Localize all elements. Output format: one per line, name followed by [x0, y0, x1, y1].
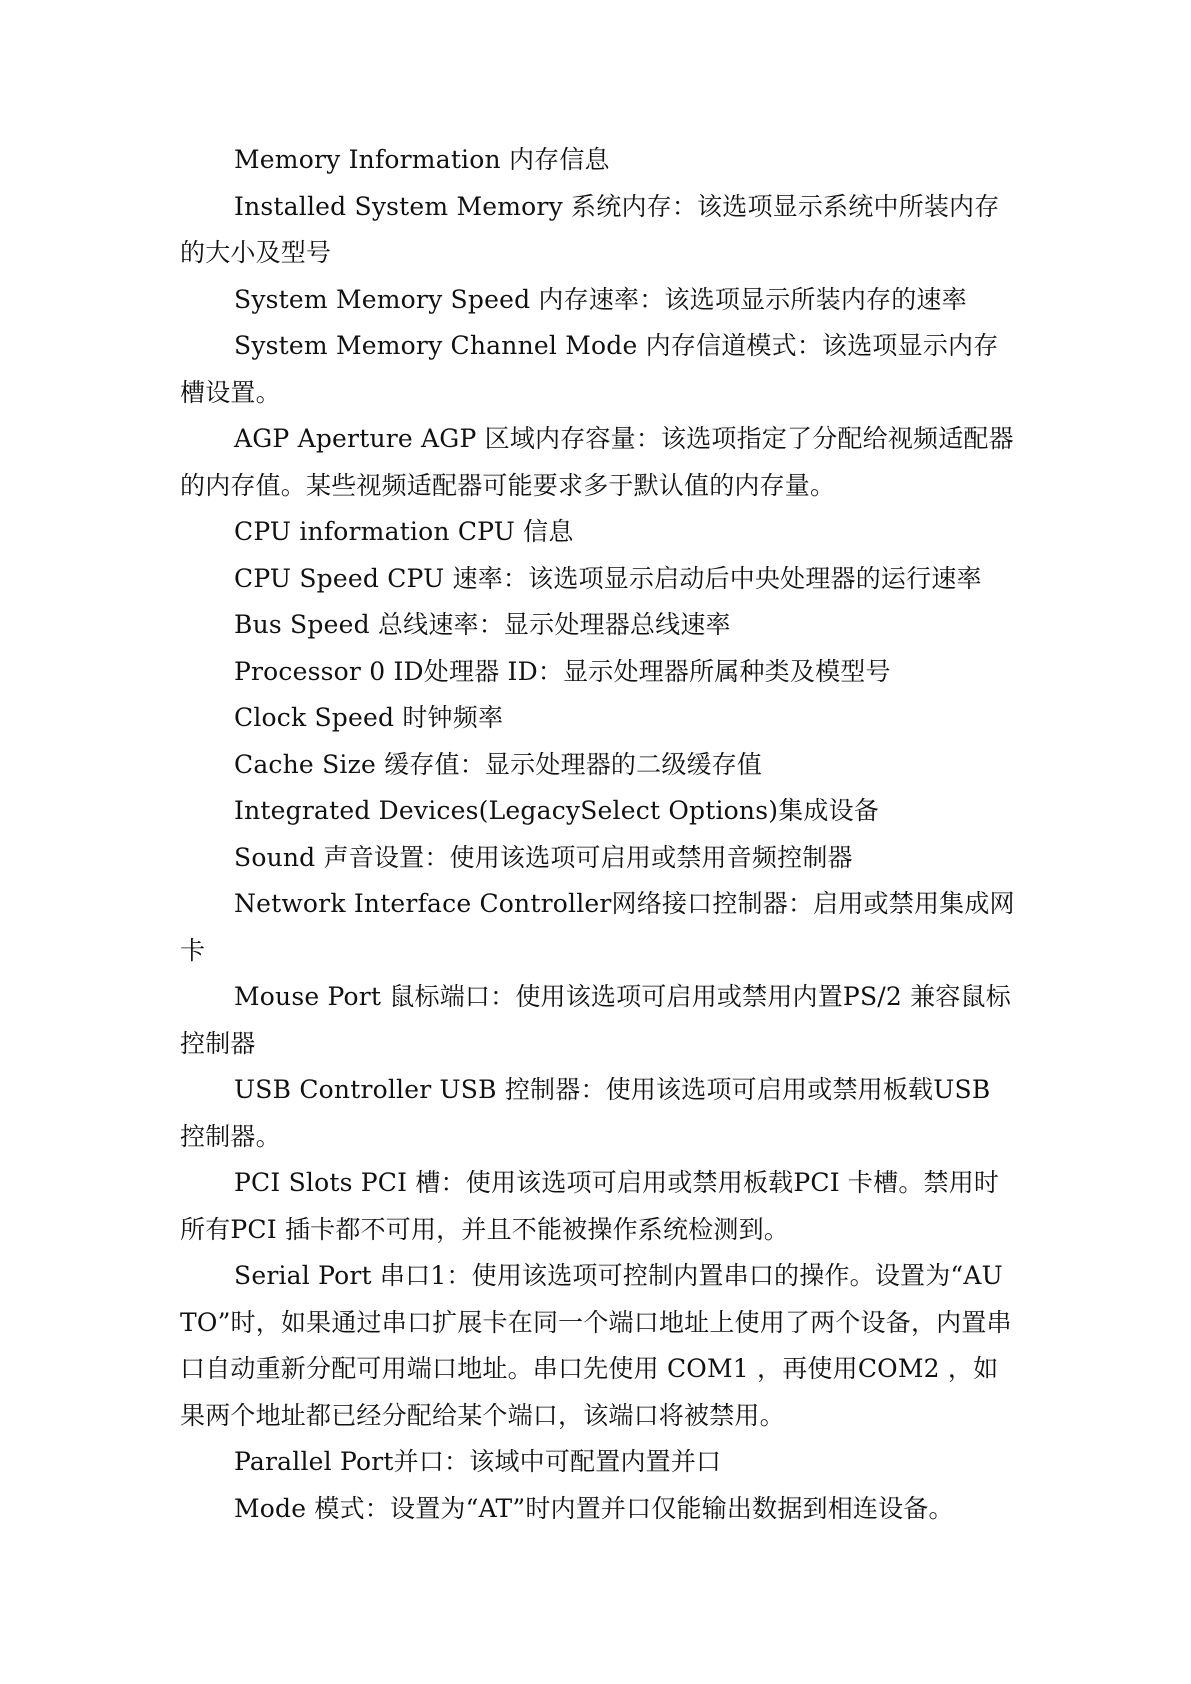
- paragraph-mode: Mode 模式：设置为“AT”时内置并口仅能输出数据到相连设备。: [234, 1493, 954, 1523]
- paragraph-network-interface-controller: Network Interface Controller网络接口控制器：启用或禁用集成网卡: [180, 889, 1015, 965]
- paragraph-serial-port: Serial Port 串口1：使用该选项可控制内置串口的操作。设置为“AUTO”时，如果通过串口扩展卡在同一个端口地址上使用了两个设备，内置串口自动重新分配可用端口地址。串口先使用 COM1 ，再使用COM2 ，如果两个地址都已经分配给某个端口，该端口将被禁用。: [180, 1261, 1012, 1430]
- paragraph-installed-system-memory: Installed System Memory 系统内存：该选项显示系统中所装内存的大小及型号: [180, 191, 1000, 267]
- paragraph-sound: Sound 声音设置：使用该选项可启用或禁用音频控制器: [234, 842, 853, 872]
- paragraph-bus-speed: Bus Speed 总线速率：显示处理器总线速率: [234, 610, 731, 639]
- paragraph-clock-speed: Clock Speed 时钟频率: [234, 703, 504, 732]
- paragraph-cpu-information: CPU information CPU 信息: [234, 517, 574, 546]
- paragraph-mouse-port: Mouse Port 鼠标端口：使用该选项可启用或禁用内置PS/2 兼容鼠标控制器: [180, 982, 1011, 1058]
- paragraph-parallel-port: Parallel Port并口：该域中可配置内置并口: [234, 1447, 722, 1476]
- paragraph-system-memory-channel-mode: System Memory Channel Mode 内存信道模式：该选项显示内存槽设置。: [180, 331, 999, 407]
- document-body: [180, 137, 1018, 1532]
- paragraph-integrated-devices: Integrated Devices(LegacySelect Options)集成设备: [234, 796, 880, 825]
- paragraph-pci-slots: PCI Slots PCI 槽：使用该选项可启用或禁用板载PCI 卡槽。禁用时所有PCI 插卡都不可用，并且不能被操作系统检测到。: [180, 1168, 1000, 1244]
- paragraph-processor-id: Processor 0 ID处理器 ID：显示处理器所属种类及模型号: [234, 656, 891, 686]
- paragraph-cache-size: Cache Size 缓存值：显示处理器的二级缓存值: [234, 749, 763, 779]
- paragraph-memory-information: Memory Information 内存信息: [234, 145, 610, 174]
- paragraph-system-memory-speed: System Memory Speed 内存速率：该选项显示所装内存的速率: [234, 284, 967, 314]
- paragraph-usb-controller: USB Controller USB 控制器：使用该选项可启用或禁用板载USB 控制器。: [180, 1075, 991, 1151]
- paragraph-cpu-speed: CPU Speed CPU 速率：该选项显示启动后中央处理器的运行速率: [234, 563, 982, 593]
- paragraph-agp-aperture: AGP Aperture AGP 区域内存容量：该选项指定了分配给视频适配器的内存值。某些视频适配器可能要求多于默认值的内存量。: [180, 424, 1014, 500]
